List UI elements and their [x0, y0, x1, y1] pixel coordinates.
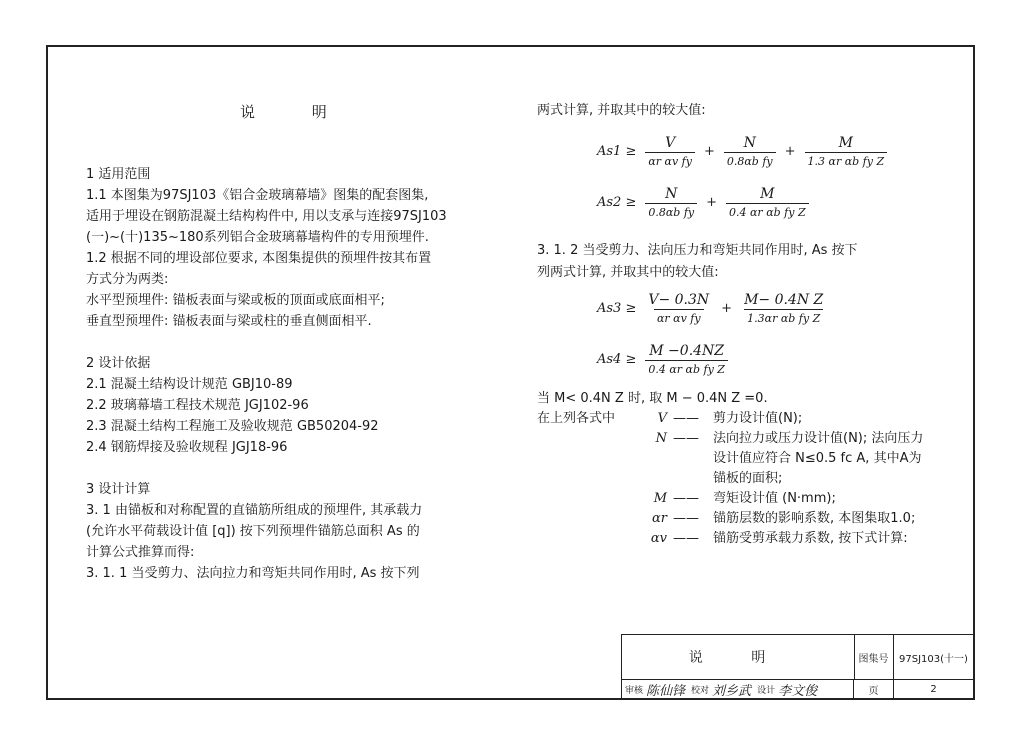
numerator: M: [760, 186, 775, 202]
paragraph-line: 3. 1. 1 当受剪力、法向拉力和弯矩共同作用时, As 按下列: [86, 566, 420, 581]
paragraph-line: (允许水平荷载设计值 [q]) 按下列预埋件锚筋总面积 As 的: [86, 524, 420, 539]
definition-dash: ——: [673, 491, 699, 506]
page-title: 说 明: [240, 103, 353, 121]
fraction: [726, 186, 809, 219]
definition-text: 剪力设计值(N);: [713, 411, 803, 426]
paragraph-line: 计算公式推算而得:: [86, 545, 195, 560]
numerator: N: [665, 186, 678, 202]
definition-text: 法向拉力或压力设计值(N); 法向压力: [713, 431, 924, 446]
paragraph-line: 3 设计计算: [86, 482, 151, 497]
definition-dash: [673, 449, 713, 469]
review-label: 审核: [625, 686, 644, 696]
formula-lhs: As4 ≥: [597, 352, 637, 367]
definition-row: [537, 489, 963, 509]
denominator: αr αv fy: [654, 309, 704, 325]
definition-dash: ——: [673, 531, 699, 546]
definition-symbol: αr: [652, 511, 667, 526]
blank-line: [86, 458, 516, 479]
definition-symbol: αv: [650, 531, 667, 546]
condition-note: 当 M< 0.4N Z 时, 取 M − 0.4N Z =0.: [537, 391, 768, 406]
definition-text: 锚筋受剪承载力系数, 按下式计算:: [713, 531, 908, 546]
page-number: 2: [894, 679, 973, 699]
atlas-number-label: 图集号: [854, 635, 894, 679]
right-intro: 两式计算, 并取其中的较大值:: [537, 103, 706, 118]
fraction: [645, 292, 712, 325]
title-block-name: 说 明: [622, 635, 855, 679]
denominator: 0.4 αr αb fy Z: [726, 203, 809, 219]
denominator: 1.3 αr αb fy Z: [805, 152, 888, 168]
check-signature: 刘乡武: [712, 684, 752, 699]
review-signature: 陈仙锋: [646, 684, 686, 699]
fraction: [805, 135, 888, 168]
definition-symbol: M: [653, 491, 667, 506]
definition-dash: ——: [673, 411, 699, 426]
definition-row: [537, 449, 963, 469]
plus-sign: +: [706, 195, 718, 210]
check-label: 校对: [691, 686, 710, 696]
numerator: M −0.4NZ: [649, 343, 725, 359]
paragraph-line: (一)~(十)135~180系列铝合金玻璃幕墙构件的专用预埋件.: [86, 230, 429, 245]
definition-list: [537, 409, 963, 549]
paragraph-line: 水平型预埋件: 锚板表面与梁或板的顶面或底面相平;: [86, 293, 385, 308]
formula-as2: [597, 186, 814, 219]
formula-as3: [597, 292, 831, 325]
plus-sign: +: [784, 144, 796, 159]
numerator: V: [665, 135, 676, 151]
definition-text: 设计值应符合 N≤0.5 fc A, 其中A为: [713, 451, 922, 466]
paragraph-line: 2.4 钢筋焊接及验收规程 JGJ18-96: [86, 440, 288, 455]
signature-row: [622, 679, 854, 699]
blank-line: [86, 332, 516, 353]
denominator: 0.4 αr αb fy Z: [645, 360, 728, 376]
formula-as1: [597, 135, 892, 168]
design-signature: 李文俊: [778, 684, 818, 699]
section-3-1-2: [537, 240, 858, 284]
formula-lhs: As1 ≥: [597, 144, 637, 159]
paragraph-line: 2.2 玻璃幕墙工程技术规范 JGJ102-96: [86, 398, 309, 413]
fraction: [724, 135, 776, 168]
plus-sign: +: [721, 301, 733, 316]
paragraph-line: 2.3 混凝土结构工程施工及验收规范 GB50204-92: [86, 419, 379, 434]
definition-dash: [673, 469, 713, 489]
paragraph-line: 列两式计算, 并取其中的较大值:: [537, 265, 719, 280]
definition-dash: ——: [673, 511, 699, 526]
atlas-number: 97SJ103(十一): [899, 653, 968, 665]
definition-symbol: V: [657, 411, 667, 426]
numerator: V− 0.3N: [648, 292, 710, 308]
definition-row: [537, 429, 963, 449]
definition-text: 锚筋层数的影响系数, 本图集取1.0;: [713, 511, 916, 526]
fraction: [645, 186, 697, 219]
definitions-intro: 在上列各式中: [537, 411, 616, 426]
paragraph-line: 3. 1. 2 当受剪力、法向压力和弯矩共同作用时, As 按下: [537, 243, 858, 258]
formula-as4: [597, 343, 733, 376]
left-column: [86, 164, 516, 584]
paragraph-line: 2.1 混凝土结构设计规范 GBJ10-89: [86, 377, 293, 392]
denominator: 0.8αb fy: [724, 152, 776, 168]
title-block: [621, 634, 973, 698]
fraction: [741, 292, 826, 325]
page-label: 页: [854, 679, 894, 699]
definition-text: 弯矩设计值 (N·mm);: [713, 491, 836, 506]
plus-sign: +: [703, 144, 715, 159]
formula-lhs: As3 ≥: [597, 301, 637, 316]
paragraph-line: 1.1 本图集为97SJ103《铝合金玻璃幕墙》图集的配套图集,: [86, 188, 429, 203]
paragraph-line: 1 适用范围: [86, 167, 151, 182]
paragraph-line: 2 设计依据: [86, 356, 151, 371]
definition-dash: ——: [673, 431, 699, 446]
numerator: N: [743, 135, 756, 151]
definition-row: [537, 469, 963, 489]
definition-row: [537, 529, 963, 549]
design-label: 设计: [757, 686, 776, 696]
denominator: αr αv fy: [645, 152, 695, 168]
paragraph-line: 1.2 根据不同的埋设部位要求, 本图集提供的预埋件按其布置: [86, 251, 432, 266]
definition-text: 锚板的面积;: [713, 471, 783, 486]
paragraph-line: 3. 1 由锚板和对称配置的直锚筋所组成的预埋件, 其承载力: [86, 503, 423, 518]
paragraph-line: 适用于埋设在钢筋混凝土结构构件中, 用以支承与连接97SJ103: [86, 209, 447, 224]
paragraph-line: 方式分为两类:: [86, 272, 169, 287]
definition-row: [537, 509, 963, 529]
definition-symbol: [537, 449, 673, 469]
formula-lhs: As2 ≥: [597, 195, 637, 210]
denominator: 0.8αb fy: [645, 203, 697, 219]
fraction: [645, 135, 695, 168]
numerator: M: [838, 135, 853, 151]
paragraph-line: 垂直型预埋件: 锚板表面与梁或柱的垂直侧面相平.: [86, 314, 372, 329]
definition-row: [537, 409, 963, 429]
fraction: [645, 343, 728, 376]
numerator: M− 0.4N Z: [744, 292, 824, 308]
definition-symbol: N: [655, 431, 667, 446]
definition-symbol: [537, 469, 673, 489]
denominator: 1.3αr αb fy Z: [744, 309, 823, 325]
